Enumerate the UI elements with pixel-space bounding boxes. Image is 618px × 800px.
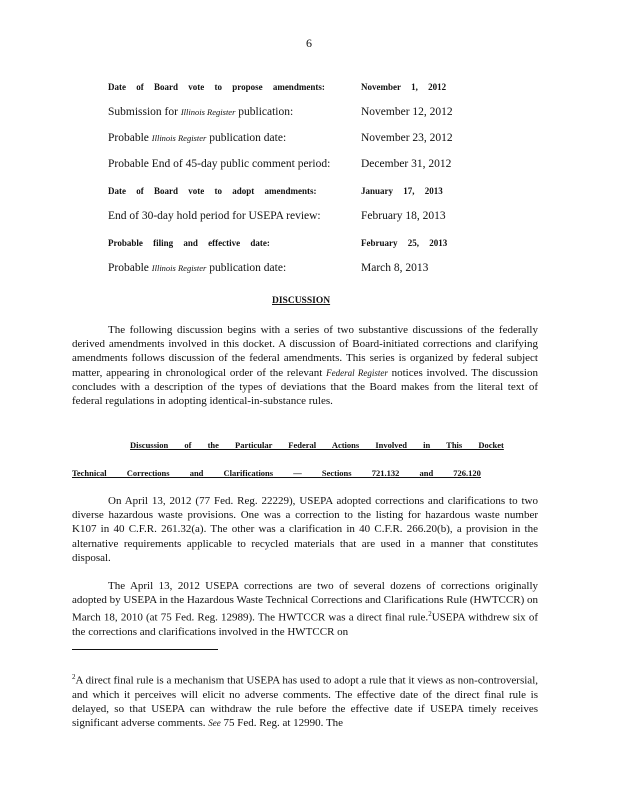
paragraph-text: The following discussion begins with a series of two substantive discussions of the federally derived amendments involved in this docket. A discussion of Board-initiated corrections and clarifying amendments follows discussion of the federal amendments. This series is organized by federal subject matter, appearing in chronological order of the relevant	[72, 324, 538, 379]
schedule-row	[108, 80, 548, 96]
schedule-label	[108, 262, 286, 274]
label-text: publication date:	[206, 262, 287, 274]
schedule-row	[108, 210, 548, 226]
schedule-label: Date of Board vote to propose amendments:	[108, 82, 325, 92]
label-italic: Illinois Register	[151, 263, 207, 273]
label-text: publication:	[235, 106, 294, 118]
discussion-heading: DISCUSSION	[272, 296, 331, 306]
footnote-text: A direct final rule is a mechanism that USEPA has used to adopt a rule that it views as non-controversial, and which it perceives will elicit no adverse comments. The effective date of the direct final rule is delayed, so that USEPA can withdraw the rule before the effective date if USEPA timely receives significant adverse comments.	[72, 674, 538, 730]
label-italic: Illinois Register	[151, 133, 207, 143]
schedule-row	[108, 262, 548, 278]
paragraph-text: The April 13, 2012 USEPA corrections are two of several dozens of corrections originally adopted by USEPA in the Hazardous Waste Technical Corrections and Clarifications Rule (HWTCCR) on March 18, 2010 (at 75 Fed. Reg. 12989). The HWTCCR was a direct final rule.	[72, 580, 538, 625]
footnote	[72, 670, 538, 730]
paragraph-text: notices involved. The discussion concludes with a description of the types of deviations that the Board makes from the literal text of federal regulations in adopting identical-in-substance rules.	[72, 366, 538, 408]
schedule-label: Probable filing and effective date:	[108, 238, 270, 248]
schedule-date: February 18, 2013	[361, 210, 446, 222]
label-text: Submission for	[108, 106, 181, 118]
schedule-label: Date of Board vote to adopt amendments:	[108, 186, 317, 196]
section-heading: Discussion of the Particular Federal Actions Involved in This Docket	[130, 440, 504, 450]
schedule-date: December 31, 2012	[361, 158, 452, 170]
schedule-date: January 17, 2013	[361, 186, 443, 196]
intro-paragraph	[72, 323, 538, 408]
schedule-row	[108, 106, 548, 122]
schedule-row	[108, 236, 548, 252]
page-number: 6	[306, 36, 312, 50]
schedule-row	[108, 158, 548, 174]
schedule-row	[108, 184, 548, 200]
schedule-label: Probable End of 45-day public comment period:	[108, 158, 331, 170]
label-italic: Illinois Register	[180, 107, 236, 117]
paragraph-italic: Federal Register	[326, 367, 388, 378]
schedule-label	[108, 106, 293, 118]
schedule-date: March 8, 2013	[361, 262, 429, 274]
schedule-label	[108, 132, 286, 144]
schedule-date: November 1, 2012	[361, 82, 447, 92]
footnote-marker: 2	[72, 673, 76, 681]
subsection-heading: Technical Corrections and Clarifications — Sections 721.132 and 726.120	[72, 468, 481, 478]
paragraph-text: USEPA withdrew six of the corrections and clarifications involved in the HWTCCR on	[72, 612, 538, 639]
schedule-date: February 25, 2013	[361, 238, 448, 248]
paragraph-text: On April 13, 2012 (77 Fed. Reg. 22229), USEPA adopted corrections and clarifications to two diverse hazardous waste provisions. One was a correction to the listing for hazardous waste number K107 in 40 C.F.R. 261.32(a). The other was a clarification in 40 C.F.R. 266.20(b), a provision in the alternative requirements applicable to recycled materials that are used in a manner that constitutes disposal.	[72, 495, 538, 564]
schedule-date: November 12, 2012	[361, 106, 453, 118]
label-text: Probable	[108, 262, 152, 274]
footnote-text: 75 Fed. Reg. at 12990. The	[220, 717, 344, 730]
schedule-row	[108, 132, 548, 148]
schedule-date: November 23, 2012	[361, 132, 453, 144]
label-text: Probable	[108, 132, 152, 144]
schedule-label: End of 30-day hold period for USEPA review:	[108, 210, 321, 222]
footnote-italic: See	[208, 718, 221, 729]
label-text: publication date:	[206, 132, 287, 144]
footnote-divider	[72, 649, 218, 650]
footnote-reference: 2	[428, 610, 432, 619]
paragraph-1	[72, 494, 538, 565]
paragraph-2	[72, 579, 538, 639]
